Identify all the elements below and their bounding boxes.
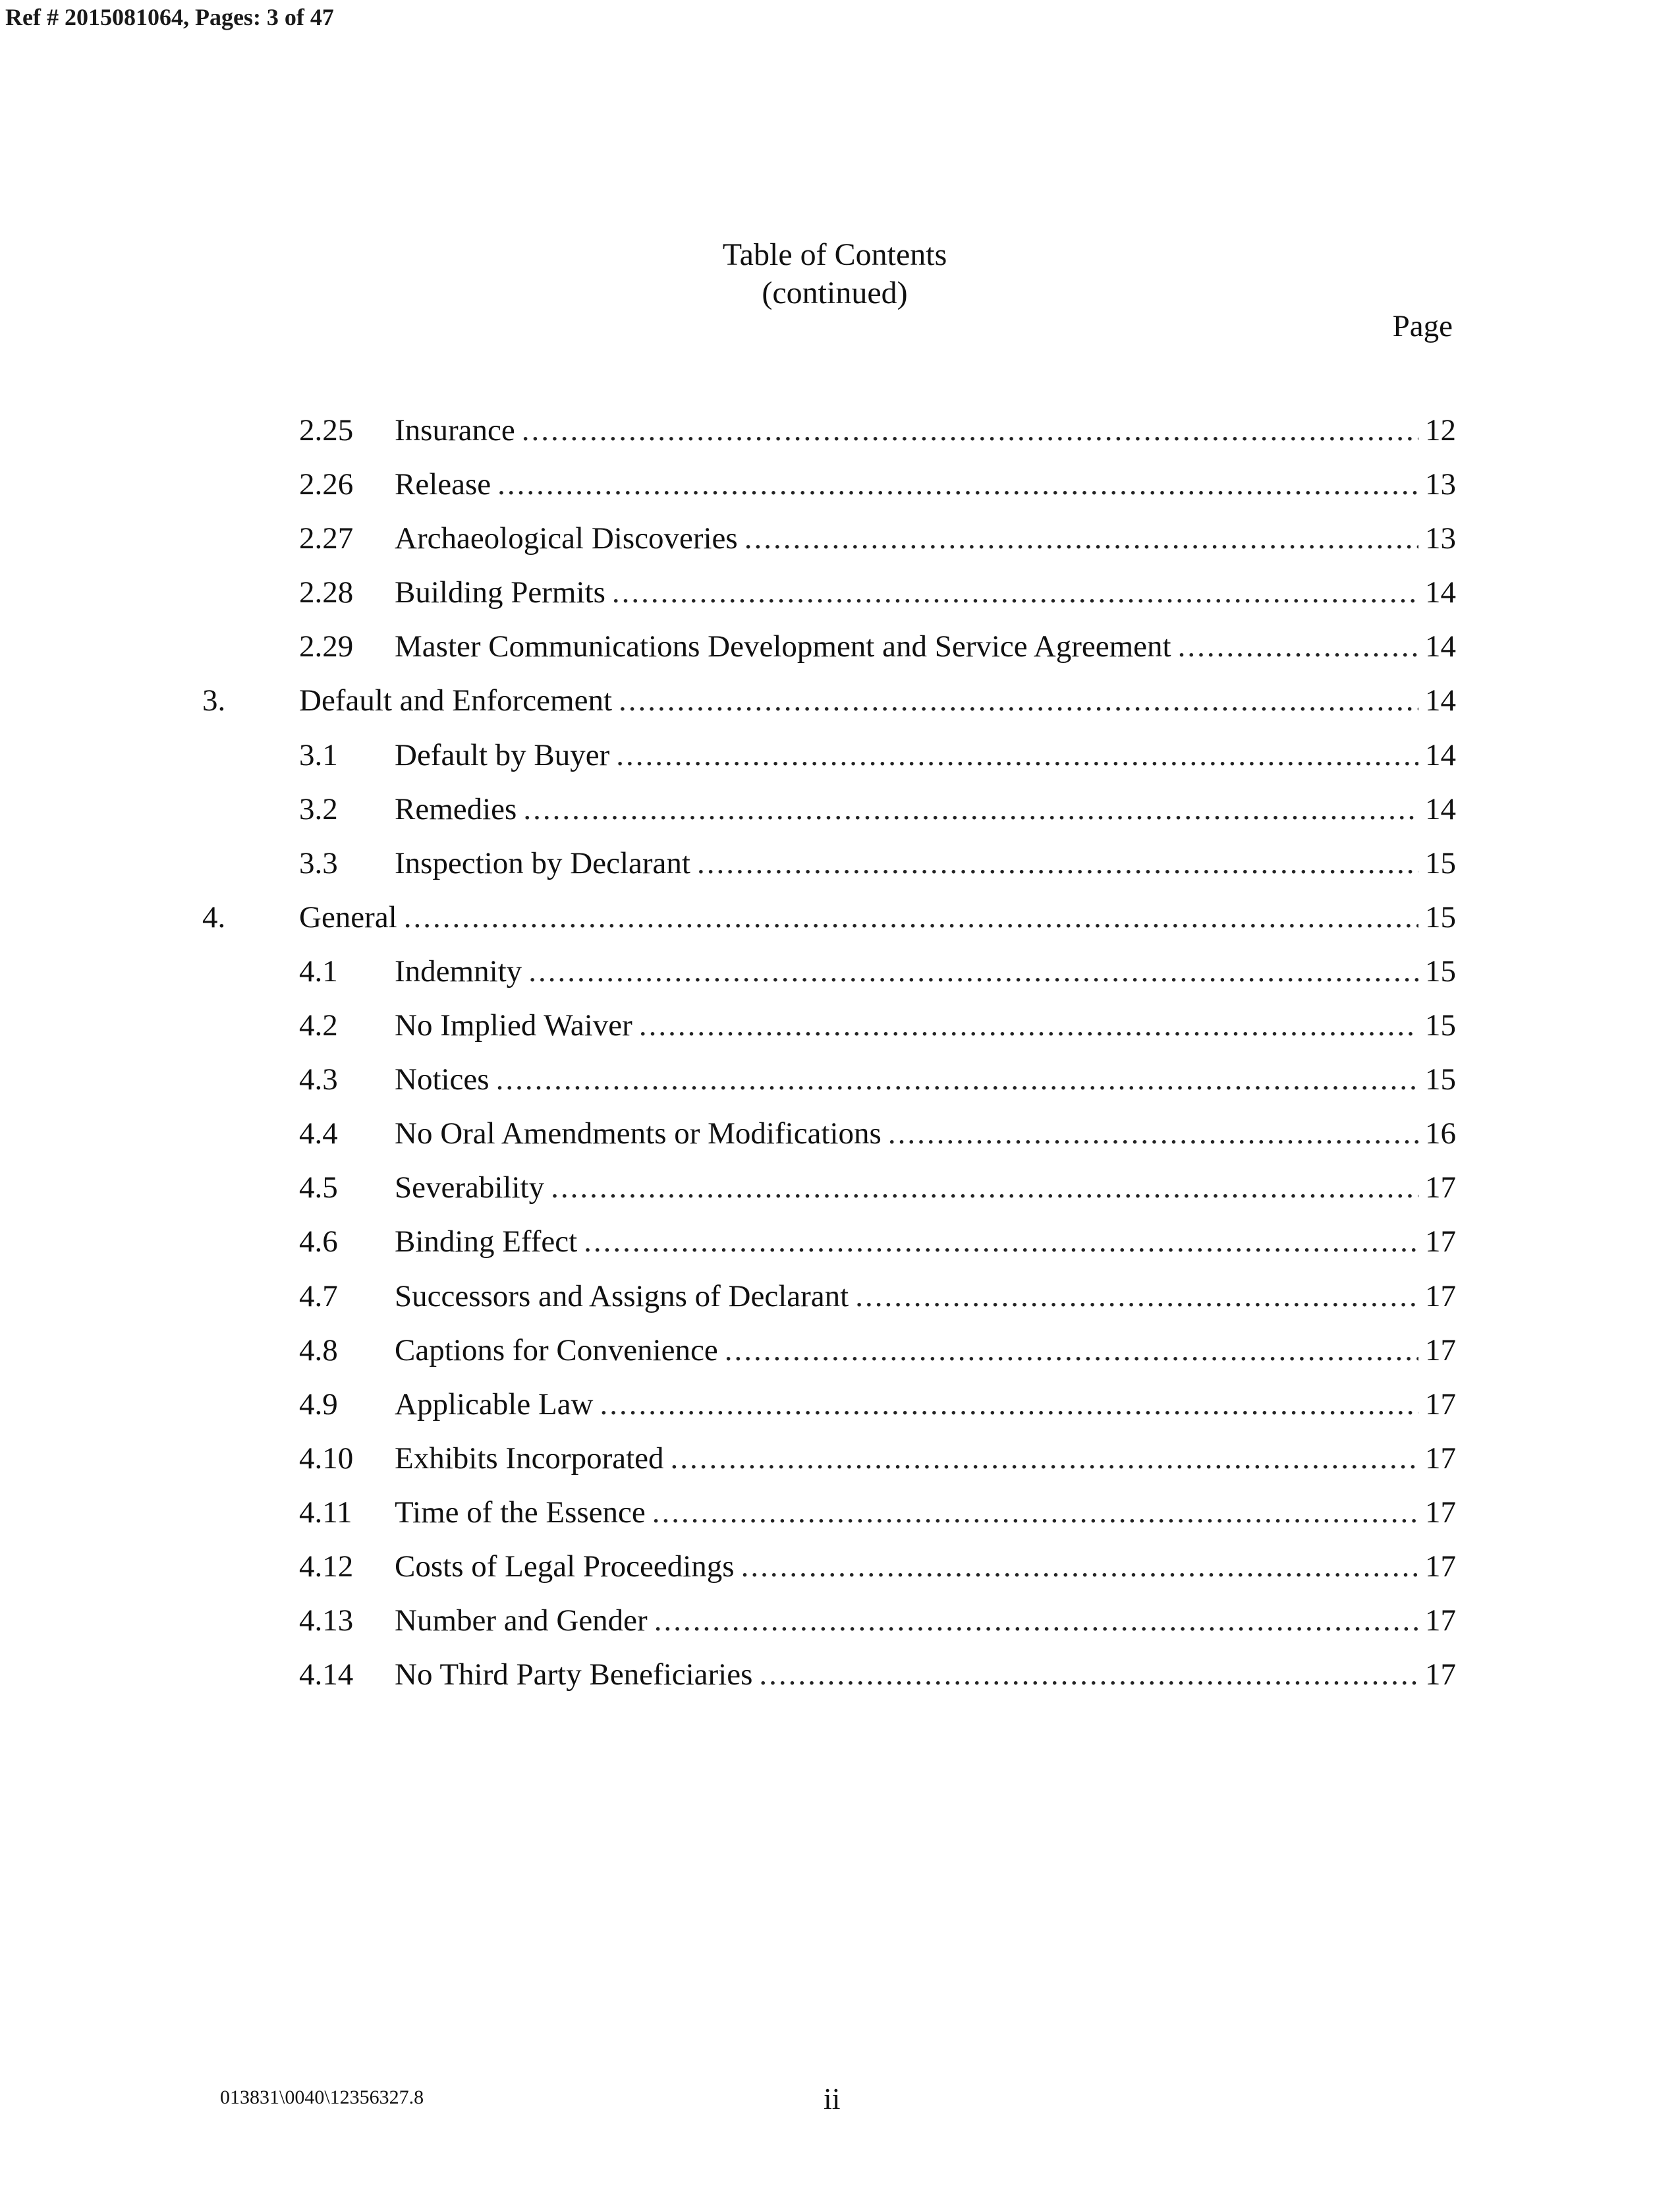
- toc-entry-page: 15: [1425, 954, 1456, 989]
- toc-entry-title: Remedies: [395, 790, 523, 828]
- toc-entry-line: [395, 1655, 1456, 1694]
- toc-entry-number: 4.9: [299, 1387, 338, 1421]
- toc-title-block: [0, 236, 1680, 312]
- toc-entry-page: 17: [1425, 1224, 1456, 1259]
- toc-entry-page: 17: [1425, 1441, 1456, 1476]
- toc-entry-number: 2.28: [299, 575, 354, 610]
- toc-entry-line: [395, 1060, 1456, 1099]
- page-column-heading: Page: [1392, 309, 1453, 343]
- toc-entry-page: 17: [1425, 1603, 1456, 1638]
- toc-entry-title: Captions for Convenience: [395, 1331, 725, 1369]
- toc-entry: [0, 1331, 1680, 1385]
- toc-entry-title: Inspection by Declarant: [395, 844, 697, 882]
- toc-entry-line: [395, 1439, 1456, 1478]
- toc-entry-title: Number and Gender: [395, 1601, 654, 1640]
- toc-entry-title: Archaeological Discoveries: [395, 519, 744, 558]
- toc-entry-title: Notices: [395, 1060, 496, 1099]
- toc-entry: [0, 1222, 1680, 1277]
- toc-entry-page: 17: [1425, 1387, 1456, 1421]
- toc-entry-line: [395, 1277, 1456, 1315]
- toc-entry-title: No Oral Amendments or Modifications: [395, 1114, 888, 1153]
- toc-entry-line: [395, 411, 1456, 449]
- toc-section-line: [299, 898, 1456, 936]
- toc-entry: [0, 1006, 1680, 1060]
- toc-entry-number: 4.6: [299, 1224, 338, 1259]
- toc-entry-page: 17: [1425, 1495, 1456, 1530]
- toc-entry-page: 13: [1425, 467, 1456, 502]
- dot-leader: [639, 1006, 1418, 1045]
- toc-section: [0, 681, 1680, 735]
- toc-entry-line: [395, 790, 1456, 828]
- toc-entry: [0, 1385, 1680, 1439]
- dot-leader: [497, 465, 1418, 503]
- toc-entry-page: 14: [1425, 737, 1456, 772]
- toc-entry-number: 4.8: [299, 1333, 338, 1367]
- toc-entry-number: 2.25: [299, 413, 354, 447]
- toc-entry-number: 4.4: [299, 1116, 338, 1151]
- toc-entry-number: 4.3: [299, 1062, 338, 1097]
- dot-leader: [551, 1168, 1418, 1207]
- document-id: 013831\0040\12356327.8: [220, 2086, 424, 2108]
- toc-entry-page: 12: [1425, 413, 1456, 447]
- toc-entry-number: 3.3: [299, 846, 338, 880]
- dot-leader: [759, 1655, 1418, 1694]
- toc-entry-page: 14: [1425, 791, 1456, 826]
- toc-entry: [0, 1168, 1680, 1222]
- toc-entry-page: 17: [1425, 1170, 1456, 1205]
- toc-entry: [0, 573, 1680, 627]
- page-number: ii: [824, 2082, 841, 2115]
- toc-entry-title: Time of the Essence: [395, 1493, 652, 1532]
- toc-entry: [0, 790, 1680, 844]
- dot-leader: [652, 1493, 1418, 1532]
- toc-entry: [0, 1114, 1680, 1168]
- toc-section-page: 14: [1425, 683, 1456, 718]
- toc-section-number: 3.: [202, 683, 226, 718]
- toc-subtitle: (continued): [762, 275, 908, 310]
- toc-entry-page: 15: [1425, 1008, 1456, 1043]
- toc-entry-title: Severability: [395, 1168, 551, 1207]
- toc-entry: [0, 519, 1680, 573]
- dot-leader: [584, 1222, 1418, 1261]
- dot-leader: [404, 898, 1418, 936]
- dot-leader: [1178, 627, 1418, 666]
- toc-entry-number: 2.27: [299, 521, 354, 556]
- dot-leader: [654, 1601, 1418, 1640]
- toc-entry: [0, 411, 1680, 465]
- toc-entry-line: [395, 1331, 1456, 1369]
- toc-entry-line: [395, 1168, 1456, 1207]
- toc-entry: [0, 1439, 1680, 1493]
- toc-entry-title: Default by Buyer: [395, 736, 616, 774]
- toc-entry-title: Binding Effect: [395, 1222, 584, 1261]
- dot-leader: [855, 1277, 1418, 1315]
- toc-entry-page: 13: [1425, 521, 1456, 556]
- toc-entry-line: [395, 1385, 1456, 1423]
- toc-entry: [0, 1277, 1680, 1331]
- dot-leader: [600, 1385, 1418, 1423]
- toc-list: [0, 411, 1680, 1709]
- dot-leader: [619, 681, 1418, 720]
- toc-entry-title: Applicable Law: [395, 1385, 600, 1423]
- toc-entry-page: 16: [1425, 1116, 1456, 1151]
- toc-entry-title: Master Communications Development and Service Agreement: [395, 627, 1178, 666]
- dot-leader: [616, 736, 1418, 774]
- toc-entry-line: [395, 573, 1456, 612]
- toc-entry-number: 4.5: [299, 1170, 338, 1205]
- dot-leader: [496, 1060, 1418, 1099]
- toc-entry-line: [395, 465, 1456, 503]
- toc-entry-page: 17: [1425, 1333, 1456, 1367]
- reference-header: Ref # 2015081064, Pages: 3 of 47: [5, 4, 334, 30]
- toc-section-page: 15: [1425, 900, 1456, 934]
- toc-entry-line: [395, 1114, 1456, 1153]
- toc-entry-number: 4.13: [299, 1603, 354, 1638]
- toc-section-title: General: [299, 898, 404, 936]
- toc-entry: [0, 627, 1680, 681]
- toc-section: [0, 898, 1680, 952]
- toc-entry-line: [395, 1493, 1456, 1532]
- toc-entry-line: [395, 844, 1456, 882]
- toc-entry-page: 17: [1425, 1549, 1456, 1584]
- dot-leader: [671, 1439, 1418, 1478]
- toc-entry-number: 4.14: [299, 1657, 354, 1692]
- toc-entry: [0, 952, 1680, 1006]
- toc-entry-title: No Third Party Beneficiaries: [395, 1655, 759, 1694]
- dot-leader: [612, 573, 1418, 612]
- toc-entry-number: 4.2: [299, 1008, 338, 1043]
- toc-entry-page: 14: [1425, 575, 1456, 610]
- toc-entry: [0, 1601, 1680, 1655]
- toc-entry-line: [395, 627, 1456, 666]
- toc-entry-title: Insurance: [395, 411, 522, 449]
- toc-title: Table of Contents: [722, 237, 947, 272]
- toc-entry: [0, 1060, 1680, 1114]
- dot-leader: [741, 1547, 1418, 1586]
- toc-entry-number: 3.1: [299, 737, 338, 772]
- toc-entry-page: 15: [1425, 1062, 1456, 1097]
- toc-entry-number: 3.2: [299, 791, 338, 826]
- toc-entry: [0, 1493, 1680, 1547]
- toc-entry-number: 2.26: [299, 467, 354, 502]
- toc-entry-number: 4.12: [299, 1549, 354, 1584]
- toc-entry-title: Building Permits: [395, 573, 612, 612]
- toc-entry-title: Indemnity: [395, 952, 528, 991]
- toc-entry-page: 17: [1425, 1278, 1456, 1313]
- toc-entry-page: 17: [1425, 1657, 1456, 1692]
- dot-leader: [725, 1331, 1418, 1369]
- toc-entry-number: 2.29: [299, 629, 354, 664]
- dot-leader: [523, 790, 1418, 828]
- toc-entry-page: 15: [1425, 846, 1456, 880]
- toc-entry-number: 4.7: [299, 1278, 338, 1313]
- dot-leader: [697, 844, 1418, 882]
- toc-entry-title: Exhibits Incorporated: [395, 1439, 671, 1478]
- toc-entry-page: 14: [1425, 629, 1456, 664]
- toc-section-line: [299, 681, 1456, 720]
- dot-leader: [744, 519, 1418, 558]
- toc-entry-number: 4.1: [299, 954, 338, 989]
- toc-section-title: Default and Enforcement: [299, 681, 619, 720]
- toc-entry-line: [395, 1222, 1456, 1261]
- toc-entry-title: Successors and Assigns of Declarant: [395, 1277, 855, 1315]
- toc-entry-line: [395, 519, 1456, 558]
- toc-entry-number: 4.11: [299, 1495, 352, 1530]
- dot-leader: [528, 952, 1418, 991]
- toc-entry-line: [395, 736, 1456, 774]
- toc-entry: [0, 465, 1680, 519]
- toc-entry-line: [395, 952, 1456, 991]
- toc-section-number: 4.: [202, 900, 226, 934]
- toc-entry-title: Costs of Legal Proceedings: [395, 1547, 741, 1586]
- toc-entry-line: [395, 1547, 1456, 1586]
- toc-entry-title: No Implied Waiver: [395, 1006, 639, 1045]
- toc-entry-line: [395, 1006, 1456, 1045]
- toc-entry: [0, 1655, 1680, 1709]
- toc-entry: [0, 844, 1680, 898]
- toc-entry: [0, 736, 1680, 790]
- dot-leader: [888, 1114, 1418, 1153]
- toc-entry: [0, 1547, 1680, 1601]
- toc-entry-title: Release: [395, 465, 497, 503]
- dot-leader: [522, 411, 1418, 449]
- toc-entry-number: 4.10: [299, 1441, 354, 1476]
- toc-entry-line: [395, 1601, 1456, 1640]
